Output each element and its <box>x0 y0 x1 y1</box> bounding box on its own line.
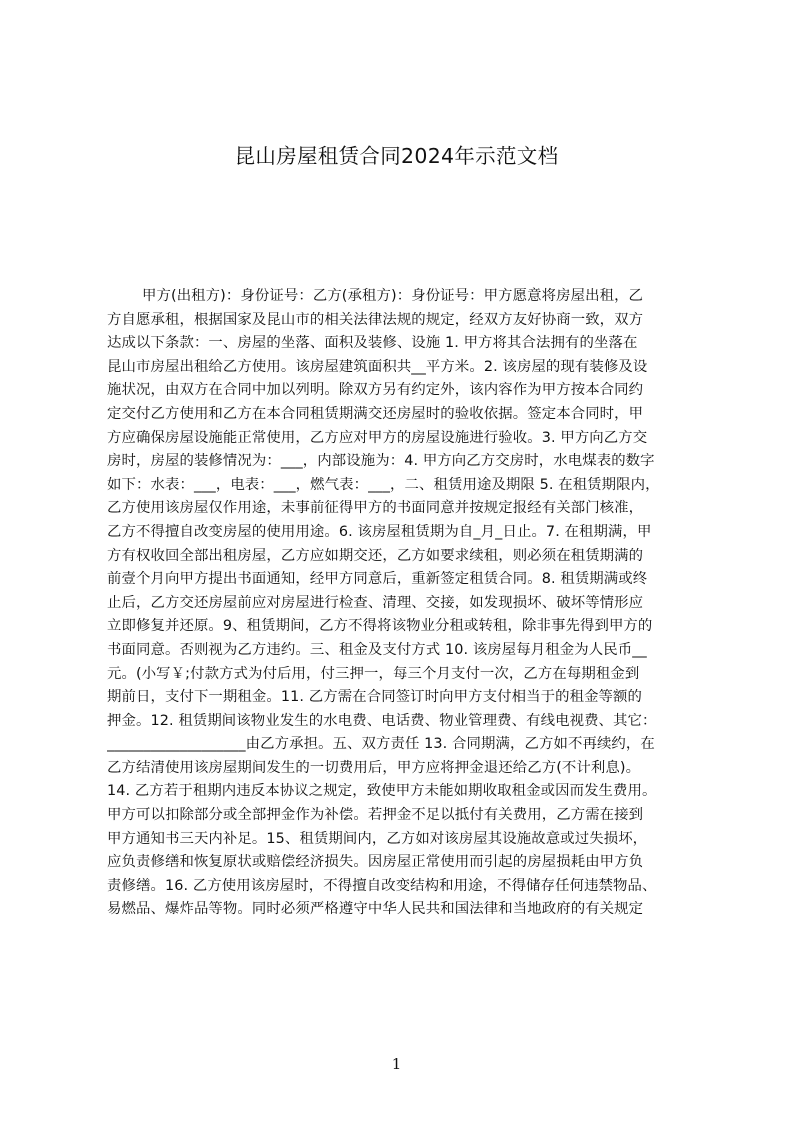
body-line: 乙方结清使用该房屋期间发生的一切费用后，甲方应将押金退还给乙方(不计利息)。 <box>107 759 641 776</box>
body-line: 14. 乙方若于租期内违反本协议之规定，致使甲方未能如期收取租金或因而发生费用。 <box>107 783 657 800</box>
body-line: 责修缮。16. 乙方使用该房屋时，不得擅自改变结构和用途，不得储存任何违禁物品、 <box>107 877 657 894</box>
body-line: 达成以下条款：一、房屋的坐落、面积及装修、设施 1. 甲方将其合法拥有的坐落在 <box>107 335 638 352</box>
body-line: 书面同意。否则视为乙方违约。三、租金及支付方式 10. 该房屋每月租金为人民币__ <box>107 641 647 658</box>
body-line: 期前日，支付下一期租金。11. 乙方需在合同签订时向甲方支付相当于的租金等额的 <box>107 689 643 706</box>
body-line: 如下：水表：___，电表：___，燃气表：___，二、租赁用途及期限 5. 在租赁期限内， <box>107 476 660 493</box>
body-line: 方自愿承租，根据国家及昆山市的相关法律法规的规定，经双方友好协商一致，双方 <box>107 311 644 328</box>
body-line: 元。(小写￥;付款方式为付后用，付三押一，每三个月支付一次，乙方在每期租金到 <box>107 665 640 682</box>
body-line: 方有权收回全部出租房屋，乙方应如期交还，乙方如要求续租，则必须在租赁期满的 <box>107 547 644 564</box>
body-line: 方应确保房屋设施能正常使用，乙方应对甲方的房屋设施进行验收。3. 甲方向乙方交 <box>107 429 648 446</box>
body-line: 昆山市房屋出租给乙方使用。该房屋建筑面积共__平方米。2. 该房屋的现有装修及设 <box>107 358 648 375</box>
document-body <box>107 285 699 922</box>
body-line: 押金。12. 租赁期间该物业发生的水电费、电话费、物业管理费、有线电视费、其它： <box>107 712 657 729</box>
body-line: 乙方不得擅自改变房屋的使用用途。6. 该房屋租赁期为自_月_日止。7. 在租期满，甲 <box>107 523 652 540</box>
body-line: 乙方使用该房屋仅作用途，未事前征得甲方的书面同意并按规定报经有关部门核准， <box>107 500 644 517</box>
body-line: 定交付乙方使用和乙方在本合同租赁期满交还房屋时的验收依据。签定本合同时，甲 <box>107 405 644 422</box>
body-line: 甲方(出租方)：身份证号：乙方(承租方)：身份证号：甲方愿意将房屋出租，乙 <box>142 288 644 304</box>
body-line: 施状况，由双方在合同中加以列明。除双方另有约定外，该内容作为甲方按本合同约 <box>107 382 644 399</box>
body-line: 易燃品、爆炸品等物。同时必须严格遵守中华人民共和国法律和当地政府的有关规定 <box>107 901 644 918</box>
document-title: 昆山房屋租赁合同2024年示范文档 <box>234 144 559 168</box>
body-line: 甲方通知书三天内补足。15、租赁期间内，乙方如对该房屋其设施故意或过失损坏， <box>107 830 648 847</box>
body-line: 止后，乙方交还房屋前应对房屋进行检查、清理、交接，如发现损坏、破坏等情形应 <box>107 594 644 611</box>
body-line: 甲方可以扣除部分或全部押金作为补偿。若押金不足以抵付有关费用，乙方需在接到 <box>107 807 644 824</box>
body-line: 应负责修缮和恢复原状或赔偿经济损失。因房屋正常使用而引起的房屋损耗由甲方负 <box>107 854 644 871</box>
body-line: 前壹个月向甲方提出书面通知，经甲方同意后，重新签定租赁合同。8. 租赁期满或终 <box>107 571 648 588</box>
body-line: 房时，房屋的装修情况为：___，内部设施为：4. 甲方向乙方交房时，水电煤表的数字 <box>107 453 655 470</box>
body-line: ___________________由乙方承担。五、双方责任 13. 合同期满，乙方如不再续约，在 <box>107 736 655 753</box>
page-number: 1 <box>391 1055 402 1073</box>
body-line: 立即修复并还原。9、租赁期间，乙方不得将该物业分租或转租，除非事先得到甲方的 <box>107 618 653 635</box>
